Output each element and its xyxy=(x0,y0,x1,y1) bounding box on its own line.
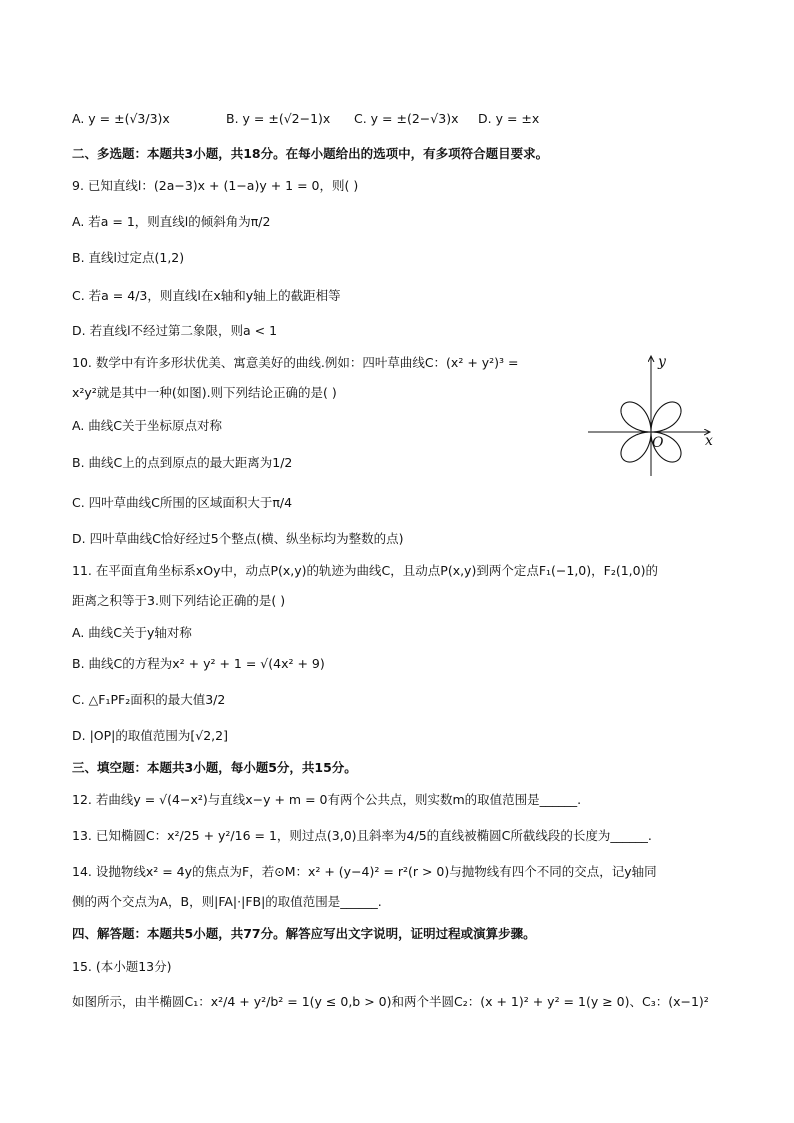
q14-line1: 14. 设抛物线x² = 4y的焦点为F，若⊙M：x² + (y−4)² = r²(r > 0)与抛物线有四个不同的交点，记y轴同 xyxy=(72,864,657,879)
clover-graph xyxy=(586,352,720,480)
q9-stem: 9. 已知直线l：(2a−3)x + (1−a)y + 1 = 0，则( ) xyxy=(72,178,359,193)
q15-header: 15. (本小题13分) xyxy=(72,959,172,974)
q10-option-c: C. 四叶草曲线C所围的区域面积大于π/4 xyxy=(72,495,293,510)
q10-option-b: B. 曲线C上的点到原点的最大距离为1/2 xyxy=(72,455,293,470)
q10-stem-line1: 10. 数学中有许多形状优美、寓意美好的曲线.例如：四叶草曲线C：(x² + y²)³ = xyxy=(72,355,519,370)
q13: 13. 已知椭圆C：x²/25 + y²/16 = 1，则过点(3,0)且斜率为4/5的直线被椭圆C所截线段的长度为______. xyxy=(72,828,652,843)
origin-label: O xyxy=(652,435,664,451)
q9-option-b: B. 直线l过定点(1,2) xyxy=(72,250,185,265)
q8-option-b: B. y = ±(√2−1)x xyxy=(226,111,331,126)
q11-option-a: A. 曲线C关于y轴对称 xyxy=(72,625,192,640)
x-axis-label: x xyxy=(705,433,713,449)
q15-line1: 如图所示，由半椭圆C₁：x²/4 + y²/b² = 1(y ≤ 0,b > 0)和两个半圆C₂：(x + 1)² + y² = 1(y ≥ 0)、C₃：(x−1)² xyxy=(72,994,709,1009)
q10-stem-line2: x²y²就是其中一种(如图).则下列结论正确的是( ) xyxy=(72,385,337,400)
q11-stem-line2: 距离之积等于3.则下列结论正确的是( ) xyxy=(72,593,286,608)
section-4-heading: 四、解答题：本题共5小题，共77分。解答应写出文字说明，证明过程或演算步骤。 xyxy=(72,926,536,941)
q14-line2: 侧的两个交点为A，B，则|FA|·|FB|的取值范围是______. xyxy=(72,894,382,909)
q10-option-d: D. 四叶草曲线C恰好经过5个整点(横、纵坐标均为整数的点) xyxy=(72,531,404,546)
q9-option-d: D. 若直线l不经过第二象限，则a < 1 xyxy=(72,323,278,338)
q9-option-a: A. 若a = 1，则直线l的倾斜角为π/2 xyxy=(72,214,271,229)
y-axis-label: y xyxy=(658,354,666,370)
q10-option-a: A. 曲线C关于坐标原点对称 xyxy=(72,418,223,433)
q9-option-c: C. 若a = 4/3，则直线l在x轴和y轴上的截距相等 xyxy=(72,288,341,303)
q8-option-a: A. y = ±(√3/3)x xyxy=(72,111,170,126)
q8-option-d: D. y = ±x xyxy=(478,111,540,126)
q11-option-c: C. △F₁PF₂面积的最大值3/2 xyxy=(72,692,226,707)
four-leaf-clover-figure xyxy=(586,352,720,480)
section-2-heading: 二、多选题：本题共3小题，共18分。在每小题给出的选项中，有多项符合题目要求。 xyxy=(72,146,549,161)
q12: 12. 若曲线y = √(4−x²)与直线x−y + m = 0有两个公共点，则实数m的取值范围是______. xyxy=(72,792,582,807)
section-3-heading: 三、填空题：本题共3小题，每小题5分，共15分。 xyxy=(72,760,357,775)
q11-option-b: B. 曲线C的方程为x² + y² + 1 = √(4x² + 9) xyxy=(72,656,325,671)
q11-option-d: D. |OP|的取值范围为[√2,2] xyxy=(72,728,228,743)
q11-stem-line1: 11. 在平面直角坐标系xOy中，动点P(x,y)的轨迹为曲线C，且动点P(x,y)到两个定点F₁(−1,0)，F₂(1,0)的 xyxy=(72,563,658,578)
q8-option-c: C. y = ±(2−√3)x xyxy=(354,111,459,126)
